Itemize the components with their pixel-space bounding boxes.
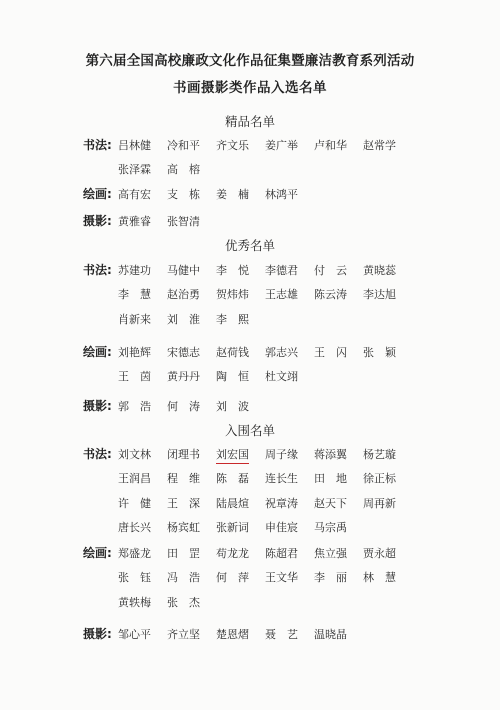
list-item-name: 郭志兴	[265, 346, 298, 359]
list-item-name: 李 悦	[216, 264, 249, 277]
list-item-name: 陆晨煊	[216, 496, 249, 510]
category-label: 摄影:	[83, 627, 112, 641]
name-row	[0, 626, 500, 642]
list-item-name: 焦立强	[314, 547, 347, 560]
list-item-name: 高有宏	[118, 188, 151, 201]
name-row	[0, 446, 500, 462]
list-item-name: 姜 楠	[216, 188, 249, 201]
document-subtitle: 书画摄影类作品入选名单	[173, 80, 327, 96]
list-item-name: 支 栋	[167, 188, 200, 201]
category-label: 书法:	[83, 138, 112, 152]
name-row	[0, 137, 500, 153]
list-item-name: 张 颖	[363, 346, 396, 359]
list-item-name: 徐正标	[363, 472, 396, 486]
name-row	[0, 286, 500, 302]
name-row	[0, 470, 500, 486]
list-item-name: 刘宏国	[216, 446, 249, 464]
list-item-name: 聂 艺	[265, 628, 298, 641]
list-item-name: 何 涛	[167, 400, 200, 413]
list-item-name: 田 罡	[167, 547, 200, 560]
list-item-name: 楚恩熠	[216, 628, 249, 641]
list-item-name: 郑盛龙	[118, 547, 151, 560]
section-title: 优秀名单	[224, 238, 275, 253]
list-item-name: 卢和华	[314, 139, 347, 152]
name-row	[0, 398, 500, 414]
list-item-name: 马宗禹	[314, 520, 347, 534]
list-item-name: 何 萍	[216, 571, 249, 585]
list-item-name: 林 慧	[363, 571, 396, 585]
list-item-name: 杜文翊	[265, 370, 298, 384]
list-item-name: 刘文林	[118, 448, 151, 461]
list-item-name: 贾永超	[363, 547, 396, 560]
list-item-name: 陈超君	[265, 547, 298, 560]
list-item-name: 苟龙龙	[216, 547, 249, 560]
list-item-name: 申佳宸	[265, 520, 298, 534]
list-item-name: 祝章涛	[265, 496, 298, 510]
list-item-name: 王文华	[265, 571, 298, 585]
name-row	[0, 186, 500, 202]
list-item-name: 王润昌	[118, 472, 151, 486]
list-item-name: 连长生	[265, 472, 298, 486]
list-item-name: 冯 浩	[167, 571, 200, 585]
list-item-name: 陶 恒	[216, 370, 249, 384]
list-item-name: 李达旭	[363, 288, 396, 302]
document-title: 第六届全国高校廉政文化作品征集暨廉洁教育系列活动	[85, 53, 415, 69]
name-row	[0, 262, 500, 278]
list-item-name: 赵天下	[314, 496, 347, 510]
list-item-name: 蒋添翼	[314, 448, 347, 461]
list-item-name: 付 云	[314, 264, 347, 277]
list-item-name: 陈云涛	[314, 288, 347, 302]
category-label: 书法:	[83, 263, 112, 277]
list-item-name: 杨宾虹	[167, 520, 200, 534]
name-row	[0, 569, 500, 585]
list-item-name: 张 杰	[167, 595, 200, 609]
list-item-name: 周子缘	[265, 448, 298, 461]
list-item-name: 齐文乐	[216, 139, 249, 152]
name-row	[0, 311, 500, 327]
list-item-name: 陈 磊	[216, 472, 249, 486]
list-item-name: 赵治勇	[167, 288, 200, 302]
list-item-name: 赵常学	[363, 139, 396, 152]
section-title: 精品名单	[224, 114, 275, 129]
list-item-name: 田 地	[314, 472, 347, 486]
name-row	[0, 545, 500, 561]
list-item-name: 苏建功	[118, 264, 151, 277]
list-item-name: 黄雅睿	[118, 215, 151, 228]
list-item-name: 程 维	[167, 472, 200, 486]
list-item-name: 高 榕	[167, 163, 200, 177]
name-row	[0, 213, 500, 229]
list-item-name: 黄晓蕊	[363, 264, 396, 277]
list-item-name: 吕林健	[118, 139, 151, 152]
category-label: 书法:	[83, 447, 112, 461]
list-item-name: 赵荷钱	[216, 346, 249, 359]
list-item-name: 郭 浩	[118, 400, 151, 413]
list-item-name: 刘 波	[216, 400, 249, 413]
name-row	[0, 344, 500, 360]
list-item-name: 李 熙	[216, 312, 249, 326]
list-item-name: 李 丽	[314, 571, 347, 585]
list-item-name: 宋德志	[167, 346, 200, 359]
name-row	[0, 495, 500, 511]
list-item-name: 温晓晶	[314, 628, 347, 641]
list-item-name: 刘艳辉	[118, 346, 151, 359]
list-item-name: 王 茵	[118, 370, 151, 384]
category-label: 绘画:	[83, 345, 112, 359]
name-row	[0, 519, 500, 535]
list-item-name: 姜广举	[265, 139, 298, 152]
name-row	[0, 161, 500, 177]
category-label: 绘画:	[83, 187, 112, 201]
list-item-name: 马健中	[167, 264, 200, 277]
category-label: 绘画:	[83, 546, 112, 560]
list-item-name: 贺炜炜	[216, 288, 249, 302]
category-label: 摄影:	[83, 214, 112, 228]
list-item-name: 黄轶梅	[118, 595, 151, 609]
list-item-name: 李 慧	[118, 288, 151, 302]
list-item-name: 张智清	[167, 215, 200, 228]
list-item-name: 林鸿平	[265, 188, 298, 201]
name-row	[0, 594, 500, 610]
list-item-name: 张 钰	[118, 571, 151, 585]
list-item-name: 杨艺璇	[363, 448, 396, 461]
list-item-name: 刘 淮	[167, 312, 200, 326]
name-row	[0, 368, 500, 384]
category-label: 摄影:	[83, 399, 112, 413]
list-item-name: 王 闪	[314, 346, 347, 359]
list-item-name: 齐立坚	[167, 628, 200, 641]
list-item-name: 周再新	[363, 496, 396, 510]
list-item-name: 闭理书	[167, 448, 200, 461]
list-item-name: 许 健	[118, 496, 151, 510]
list-item-name: 王 深	[167, 496, 200, 510]
list-item-name: 冷和平	[167, 139, 200, 152]
list-item-name: 张泽霖	[118, 163, 151, 177]
list-item-name: 张新词	[216, 520, 249, 534]
list-item-name: 邹心平	[118, 628, 151, 641]
list-item-name: 唐长兴	[118, 520, 151, 534]
list-item-name: 肖新来	[118, 312, 151, 326]
list-item-name: 黄丹丹	[167, 370, 200, 384]
list-item-name: 王志雄	[265, 288, 298, 302]
section-title: 入围名单	[224, 423, 275, 438]
list-item-name: 李德君	[265, 264, 298, 277]
